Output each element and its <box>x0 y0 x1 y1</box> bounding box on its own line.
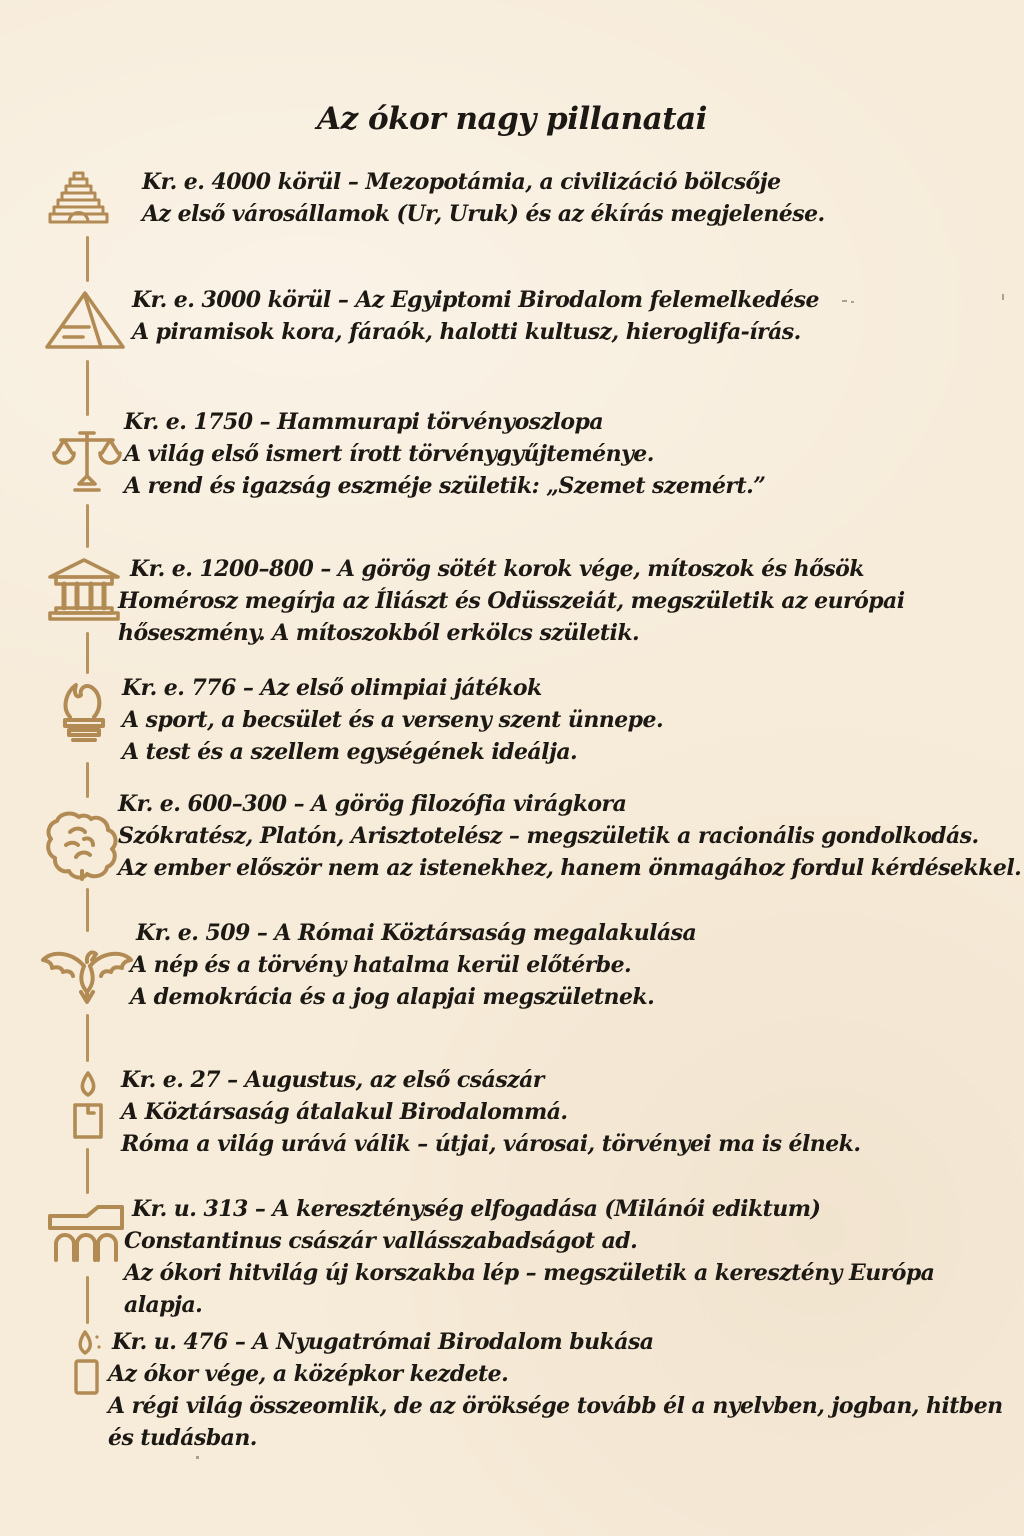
entry-line: Homérosz megírja az Íliászt és Odüsszeiát, megszületik az európai <box>118 588 905 614</box>
timeline-entry <box>124 406 765 502</box>
entry-line: és tudásban. <box>108 1425 257 1451</box>
timeline-connector <box>86 504 89 548</box>
entry-heading: Kr. e. 3000 körül – Az Egyiptomi Birodalom felemelkedése <box>132 287 819 313</box>
timeline-entry <box>142 166 825 230</box>
entry-line: A demokrácia és a jog alapjai megszületnek. <box>130 984 655 1010</box>
timeline-entry <box>121 1064 860 1160</box>
timeline-entry <box>124 1193 934 1321</box>
paper-speck <box>196 1456 199 1459</box>
timeline-connector <box>86 1014 89 1062</box>
entry-line: A nép és a törvény hatalma kerül előtérbe. <box>130 952 632 978</box>
page-title: Az ókor nagy pillanatai <box>317 100 707 137</box>
entry-line: Az ókor vége, a középkor kezdete. <box>108 1361 509 1387</box>
entry-line: A rend és igazság eszméje születik: „Szemet szemért.” <box>124 473 766 499</box>
candle-icon <box>68 1068 108 1144</box>
small-candle-icon <box>70 1328 106 1400</box>
entry-heading: Kr. e. 1200–800 – A görög sötét korok vége, mítoszok és hősök <box>130 556 864 582</box>
entry-line: A piramisok kora, fáraók, halotti kultusz, hieroglifa-írás. <box>132 319 801 345</box>
timeline-connector <box>86 762 89 798</box>
timeline-entry <box>132 284 819 348</box>
entry-line: A Köztársaság átalakul Birodalommá. <box>121 1099 568 1125</box>
entry-line: Az ember először nem az istenekhez, hanem önmagához fordul kérdésekkel. <box>118 855 1022 881</box>
timeline-entry <box>122 672 663 768</box>
entry-line: Constantinus császár vallásszabadságot ad. <box>124 1228 638 1254</box>
entry-line: A világ első ismert írott törvénygyűjteménye. <box>124 441 654 467</box>
paper-speck <box>1002 294 1004 300</box>
entry-line: A test és a szellem egységének ideálja. <box>122 739 578 765</box>
timeline-connector <box>86 1148 89 1194</box>
entry-heading: Kr. e. 1750 – Hammurapi törvényoszlopa <box>124 409 604 435</box>
timeline-connector <box>86 360 89 416</box>
timeline-entry <box>108 1326 1003 1454</box>
timeline-connector <box>86 236 89 282</box>
torch-icon <box>56 682 112 760</box>
entry-line: alapja. <box>124 1292 203 1318</box>
entry-heading: Kr. e. 600–300 – A görög filozófia virágkora <box>118 791 627 817</box>
paper-speck <box>842 300 847 302</box>
entry-line: Az ókori hitvilág új korszakba lép – megszületik a keresztény Európa <box>124 1260 935 1286</box>
entry-heading: Kr. u. 476 – A Nyugatrómai Birodalom bukása <box>112 1329 654 1355</box>
brain-icon <box>46 808 118 882</box>
paper-speck <box>851 301 854 303</box>
greek-temple-icon <box>44 554 124 622</box>
entry-heading: Kr. e. 509 – A Római Köztársaság megalakulása <box>136 920 697 946</box>
entry-heading: Kr. e. 27 – Augustus, az első császár <box>121 1067 544 1093</box>
scales-icon <box>52 426 122 498</box>
eagle-icon <box>40 942 134 1006</box>
entry-line: A sport, a becsület és a verseny szent ünnepe. <box>122 707 664 733</box>
timeline-entry <box>130 917 696 1013</box>
entry-line: Szókratész, Platón, Arisztotelész – megszületik a racionális gondolkodás. <box>118 823 979 849</box>
timeline-connector <box>86 1276 89 1324</box>
timeline-connector <box>86 632 89 674</box>
ziggurat-icon <box>46 166 110 230</box>
entry-heading: Kr. e. 776 – Az első olimpiai játékok <box>122 675 542 701</box>
entry-heading: Kr. u. 313 – A kereszténység elfogadása (Milánói ediktum) <box>132 1196 821 1222</box>
entry-line: Az első városállamok (Ur, Uruk) és az ékírás megjelenése. <box>142 201 825 227</box>
entry-line: Róma a világ urává válik – útjai, városai, törvényei ma is élnek. <box>121 1131 861 1157</box>
basilica-icon <box>42 1200 130 1272</box>
timeline-connector <box>86 888 89 932</box>
entry-line: hőseszmény. A mítoszokból erkölcs születik. <box>118 620 640 646</box>
entry-line: A régi világ összeomlik, de az öröksége tovább él a nyelvben, jogban, hitben <box>108 1393 1003 1419</box>
entry-heading: Kr. e. 4000 körül – Mezopotámia, a civilizáció bölcsője <box>142 169 781 195</box>
pyramid-icon <box>42 288 128 352</box>
timeline-entry <box>118 553 905 649</box>
timeline-entry <box>118 788 1021 884</box>
